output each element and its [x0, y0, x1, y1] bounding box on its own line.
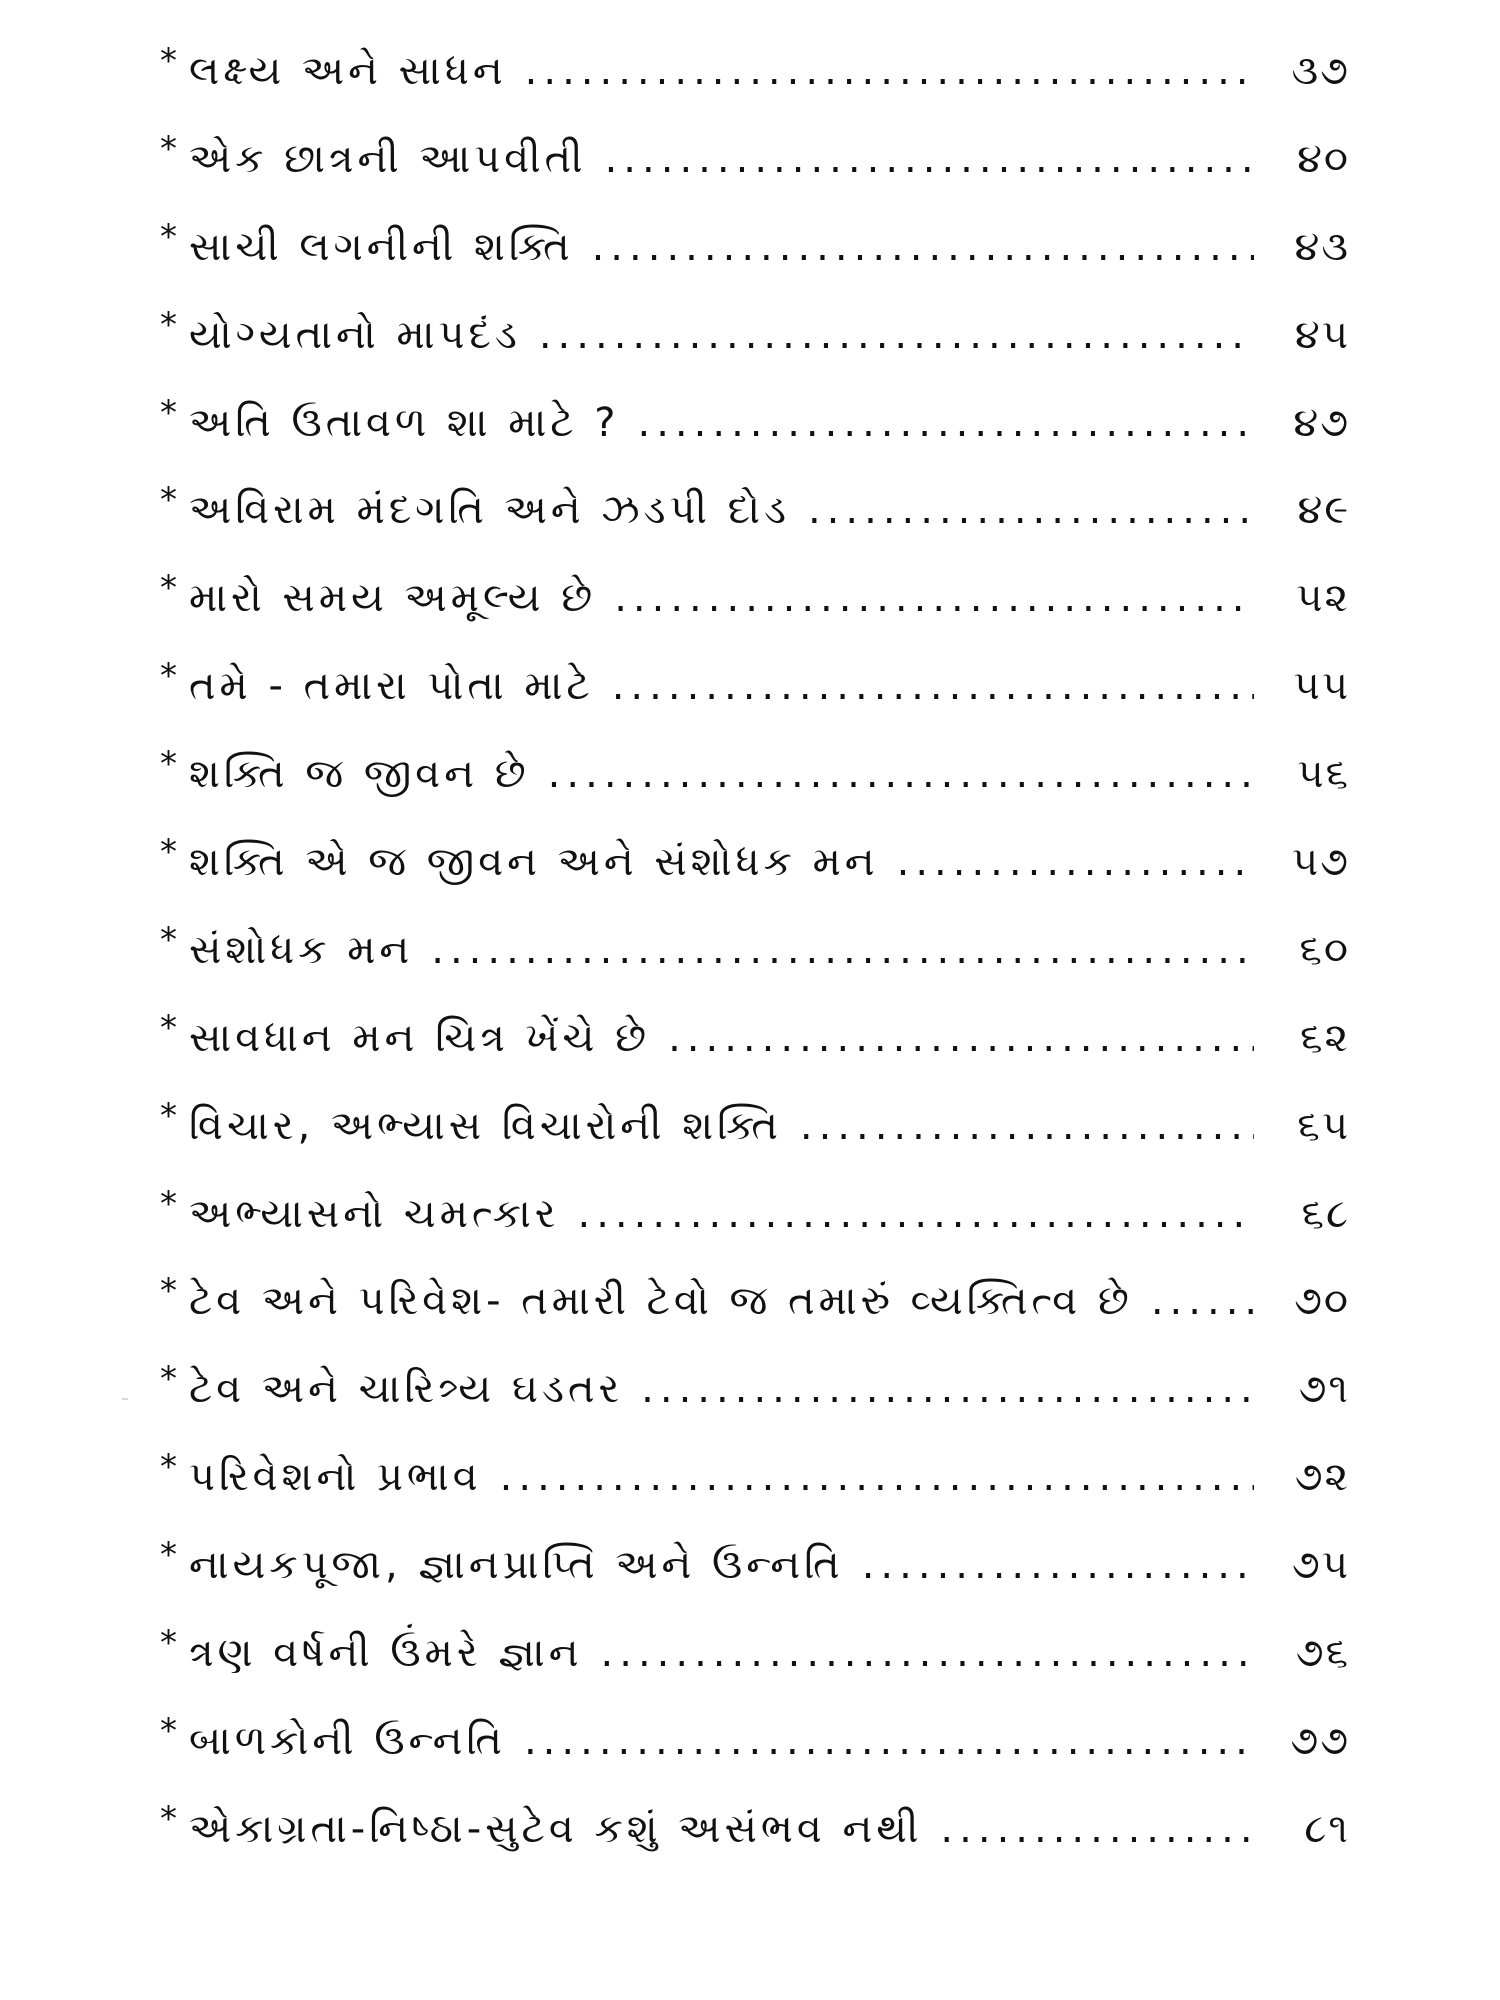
dot-leader — [500, 1434, 1254, 1522]
entry-title: શક્તિ જ જીવન છે — [189, 751, 530, 798]
dot-leader — [940, 1786, 1254, 1874]
entry-title: પરિવેશનો પ્રભાવ — [189, 1454, 482, 1501]
scan-speck — [122, 1398, 128, 1400]
entry-page-number: ૫૬ — [1297, 751, 1350, 798]
entry-title: ટેવ અને પરિવેશ- તમારી ટેવો જ તમારું વ્યક્તિત્વ છે — [189, 1278, 1133, 1325]
bullet-asterisk: * — [160, 1007, 177, 1048]
toc-entry — [160, 380, 1350, 468]
entry-title: અતિ ઉતાવળ શા માટે ? — [189, 399, 620, 446]
toc-entry — [160, 819, 1350, 907]
entry-page-number: ૭૧ — [1298, 1366, 1350, 1413]
entry-page-number: ૭૬ — [1295, 1630, 1350, 1677]
entry-page-number: ૫૨ — [1296, 575, 1350, 622]
entry-title: સાવધાન મન ચિત્ર ખેંચે છે — [189, 1014, 651, 1061]
entry-page-number: ૭૭ — [1290, 1717, 1350, 1764]
dot-leader — [431, 907, 1254, 995]
entry-title: અભ્યાસનો ચમત્કાર — [189, 1190, 560, 1237]
toc-entry — [160, 643, 1350, 731]
toc-entry — [160, 292, 1350, 380]
entry-title: શક્તિ એ જ જીવન અને સંશોધક મન — [189, 839, 879, 886]
dot-leader — [1151, 1258, 1254, 1346]
bullet-asterisk: * — [160, 41, 177, 81]
entry-title: એકાગ્રતા-નિષ્ઠા-સુટેવ કશું અસંભવ નથી — [189, 1805, 923, 1852]
bullet-asterisk: * — [160, 656, 177, 697]
bullet-asterisk: * — [160, 744, 177, 785]
dot-leader — [808, 467, 1254, 555]
dot-leader — [548, 731, 1254, 819]
entry-page-number: ૪૦ — [1297, 135, 1350, 182]
bullet-asterisk: * — [160, 568, 177, 609]
entry-title: યોગ્યતાનો માપદંડ — [189, 311, 521, 358]
bullet-asterisk: * — [160, 480, 177, 521]
entry-title: સાચી લગનીની શક્તિ — [189, 223, 574, 270]
entry-title: વિચાર, અભ્યાસ વિચારોની શક્તિ — [189, 1102, 782, 1149]
entry-page-number: ૮૧ — [1304, 1805, 1350, 1852]
toc-entry — [160, 907, 1350, 995]
entry-title: એક છાત્રની આપવીતી — [189, 135, 587, 182]
bullet-asterisk: * — [160, 1623, 177, 1664]
entry-page-number: ૪૯ — [1297, 487, 1350, 534]
entry-page-number: ૭૦ — [1294, 1278, 1350, 1325]
dot-leader — [525, 28, 1254, 116]
bullet-asterisk: * — [160, 1710, 177, 1751]
entry-page-number: ૪૫ — [1294, 311, 1350, 358]
dot-leader — [668, 995, 1254, 1083]
toc-entry — [160, 555, 1350, 643]
toc-entry — [160, 1434, 1350, 1522]
entry-page-number: ૩૭ — [1291, 48, 1350, 94]
entry-page-number: ૫૫ — [1293, 663, 1350, 710]
entry-page-number: ૬૨ — [1300, 1014, 1350, 1061]
dot-leader — [601, 1610, 1254, 1698]
toc-entry — [160, 1258, 1350, 1346]
bullet-asterisk: * — [160, 1535, 177, 1576]
entry-title: તમે - તમારા પોતા માટે — [189, 663, 594, 710]
toc-entry — [160, 1698, 1350, 1786]
dot-leader — [592, 204, 1254, 292]
toc-entry — [160, 995, 1350, 1083]
bullet-asterisk: * — [160, 304, 177, 345]
bullet-asterisk: * — [160, 392, 177, 433]
entry-title: ત્રણ વર્ષની ઉંમરે જ્ઞાન — [189, 1630, 583, 1677]
toc-entry — [160, 1346, 1350, 1434]
toc-entry — [160, 1171, 1350, 1259]
dot-leader — [612, 643, 1254, 731]
entry-page-number: ૬૦ — [1299, 926, 1350, 973]
entry-page-number: ૬૫ — [1297, 1102, 1350, 1149]
bullet-asterisk: * — [160, 128, 177, 169]
toc-entry — [160, 1522, 1350, 1610]
dot-leader — [605, 116, 1254, 204]
bullet-asterisk: * — [160, 1095, 177, 1136]
entry-page-number: ૬૮ — [1301, 1190, 1350, 1237]
entry-title: અવિરામ મંદગતિ અને ઝડપી દોડ — [189, 487, 790, 534]
dot-leader — [638, 380, 1255, 468]
toc-entry — [160, 467, 1350, 555]
dot-leader — [539, 292, 1254, 380]
entry-title: બાળકોની ઉન્નતિ — [189, 1717, 506, 1764]
bullet-asterisk: * — [160, 1359, 177, 1400]
dot-leader — [862, 1522, 1254, 1610]
entry-page-number: ૪૭ — [1293, 399, 1350, 446]
bullet-asterisk: * — [160, 1798, 177, 1839]
entry-page-number: ૭૫ — [1291, 1542, 1350, 1589]
toc-entry — [160, 204, 1350, 292]
toc-entry — [160, 731, 1350, 819]
bullet-asterisk: * — [160, 216, 177, 257]
dot-leader — [897, 819, 1254, 907]
dot-leader — [577, 1171, 1254, 1259]
bullet-asterisk: * — [160, 832, 177, 873]
toc-entry — [160, 1786, 1350, 1874]
dot-leader — [641, 1346, 1254, 1434]
table-of-contents — [160, 28, 1350, 1874]
entry-title: મારો સમય અમૂલ્ય છે — [189, 575, 597, 622]
bullet-asterisk: * — [160, 1447, 177, 1488]
bullet-asterisk: * — [160, 1183, 177, 1224]
dot-leader — [614, 555, 1254, 643]
entry-page-number: ૫૭ — [1291, 839, 1350, 886]
entry-title: સંશોધક મન — [189, 926, 414, 973]
entry-page-number: ૪૩ — [1294, 223, 1350, 270]
dot-leader — [800, 1083, 1254, 1171]
dot-leader — [524, 1698, 1254, 1786]
bullet-asterisk: * — [160, 919, 177, 960]
entry-title: લક્ષ્ય અને સાધન — [189, 48, 507, 94]
toc-entry — [160, 116, 1350, 204]
entry-page-number: ૭૨ — [1294, 1454, 1350, 1501]
toc-entry — [160, 28, 1350, 116]
toc-entry — [160, 1083, 1350, 1171]
entry-title: ટેવ અને ચારિત્ર્ય ઘડતર — [189, 1366, 624, 1413]
bullet-asterisk: * — [160, 1271, 177, 1312]
entry-title: નાયકપૂજા, જ્ઞાનપ્રાપ્તિ અને ઉન્નતિ — [189, 1542, 844, 1589]
toc-entry — [160, 1610, 1350, 1698]
